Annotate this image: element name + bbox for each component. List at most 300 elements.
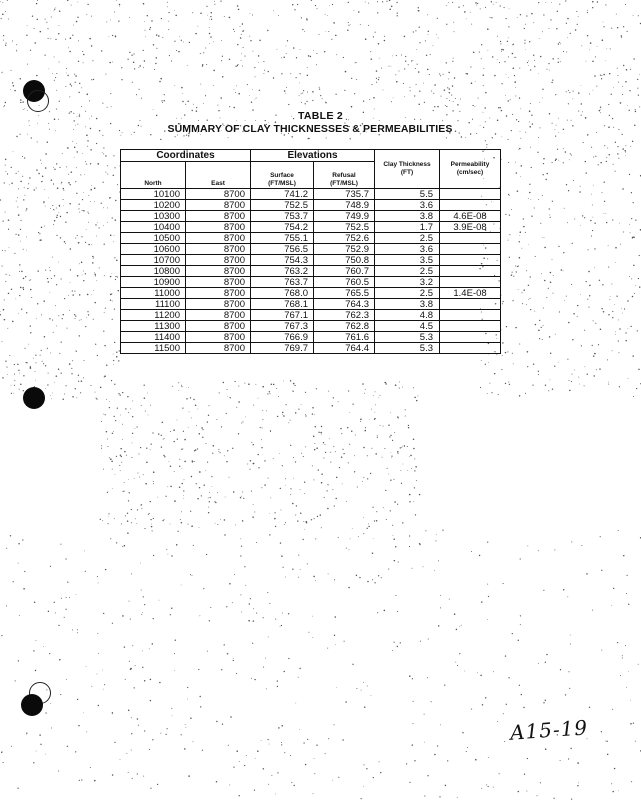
speckle-dot	[622, 657, 623, 658]
speckle-dot	[73, 25, 74, 26]
speckle-dot	[220, 0, 221, 1]
speckle-dot	[75, 75, 77, 77]
speckle-dot	[577, 316, 578, 317]
speckle-dot	[626, 593, 627, 594]
speckle-dot	[134, 478, 135, 479]
speckle-dot	[43, 201, 44, 202]
surface-header	[251, 162, 314, 189]
speckle-dot	[504, 61, 505, 62]
speckle-dot	[140, 447, 141, 448]
speckle-dot	[85, 273, 86, 274]
speckle-dot	[433, 45, 434, 46]
speckle-dot	[629, 174, 630, 175]
speckle-dot	[530, 69, 531, 70]
speckle-dot	[114, 11, 115, 12]
speckle-dot	[424, 714, 425, 715]
speckle-dot	[630, 69, 631, 70]
speckle-dot	[102, 152, 103, 153]
speckle-dot	[198, 669, 199, 670]
speckle-dot	[193, 741, 194, 742]
speckle-dot	[517, 190, 519, 192]
table-title: SUMMARY OF CLAY THICKNESSES & PERMEABILITIES	[167, 123, 453, 135]
speckle-dot	[371, 58, 373, 60]
speckle-dot	[622, 86, 623, 87]
speckle-dot	[112, 433, 113, 434]
speckle-dot	[333, 397, 334, 398]
speckle-dot	[187, 101, 189, 103]
speckle-dot	[541, 273, 542, 274]
speckle-dot	[168, 29, 169, 30]
speckle-dot	[20, 181, 22, 183]
speckle-dot	[236, 673, 237, 674]
speckle-dot	[86, 229, 87, 230]
speckle-dot	[42, 175, 44, 177]
speckle-dot	[609, 154, 610, 155]
speckle-dot	[286, 46, 287, 47]
speckle-dot	[199, 471, 200, 472]
speckle-dot	[637, 79, 638, 80]
speckle-dot	[111, 380, 112, 381]
speckle-dot	[538, 73, 539, 74]
speckle-dot	[144, 528, 145, 529]
speckle-dot	[531, 13, 533, 15]
speckle-dot	[191, 417, 192, 418]
speckle-dot	[103, 225, 104, 226]
speckle-dot	[316, 745, 317, 746]
speckle-dot	[35, 362, 36, 363]
speckle-dot	[325, 102, 326, 103]
speckle-dot	[266, 410, 267, 411]
speckle-dot	[507, 100, 508, 101]
speckle-dot	[109, 62, 111, 64]
speckle-dot	[325, 753, 326, 754]
speckle-dot	[317, 516, 318, 517]
speckle-dot	[258, 398, 259, 399]
speckle-dot	[68, 182, 70, 184]
speckle-dot	[83, 62, 84, 63]
speckle-dot	[93, 290, 94, 291]
speckle-dot	[54, 169, 55, 170]
speckle-dot	[240, 26, 241, 27]
speckle-dot	[631, 192, 632, 193]
speckle-dot	[511, 209, 512, 210]
speckle-dot	[358, 536, 359, 537]
speckle-dot	[40, 239, 41, 240]
speckle-dot	[528, 60, 529, 61]
speckle-dot	[170, 465, 171, 466]
speckle-dot	[110, 300, 111, 301]
speckle-dot	[390, 413, 391, 414]
speckle-dot	[290, 380, 291, 381]
speckle-dot	[592, 230, 593, 231]
speckle-dot	[581, 545, 582, 546]
permeability-cell	[440, 266, 501, 277]
speckle-dot	[285, 485, 286, 486]
speckle-dot	[36, 318, 37, 319]
speckle-dot	[150, 679, 152, 681]
speckle-dot	[316, 447, 318, 449]
speckle-dot	[517, 266, 518, 267]
speckle-dot	[575, 29, 577, 31]
speckle-dot	[263, 768, 264, 769]
speckle-dot	[567, 18, 568, 19]
speckle-dot	[607, 359, 608, 360]
speckle-dot	[543, 702, 544, 703]
speckle-dot	[418, 7, 419, 8]
speckle-dot	[32, 16, 33, 17]
surface-cell: 767.1	[251, 310, 314, 321]
speckle-dot	[365, 2, 366, 3]
speckle-dot	[309, 138, 310, 139]
speckle-dot	[253, 504, 254, 505]
speckle-dot	[16, 201, 17, 202]
speckle-dot	[543, 307, 544, 308]
speckle-dot	[485, 697, 486, 698]
speckle-dot	[243, 498, 244, 499]
speckle-dot	[514, 81, 516, 83]
speckle-dot	[307, 19, 308, 20]
speckle-dot	[570, 643, 571, 644]
speckle-dot	[91, 185, 92, 186]
speckle-dot	[639, 286, 640, 287]
speckle-dot	[190, 397, 191, 398]
speckle-dot	[594, 222, 595, 223]
speckle-dot	[479, 555, 480, 556]
speckle-dot	[563, 162, 564, 163]
speckle-dot	[46, 22, 47, 23]
speckle-dot	[120, 470, 121, 471]
speckle-dot	[624, 150, 625, 151]
surface-cell: 763.2	[251, 266, 314, 277]
clay-thickness-cell: 5.3	[375, 343, 440, 354]
speckle-dot	[307, 75, 308, 76]
speckle-dot	[463, 5, 464, 6]
speckle-dot	[594, 248, 595, 249]
speckle-dot	[434, 570, 435, 571]
speckle-dot	[552, 201, 553, 202]
speckle-dot	[378, 43, 380, 45]
speckle-dot	[524, 28, 525, 29]
speckle-dot	[255, 758, 256, 759]
speckle-dot	[549, 28, 550, 29]
speckle-dot	[151, 443, 152, 444]
speckle-dot	[86, 731, 87, 732]
speckle-dot	[532, 385, 533, 386]
speckle-dot	[479, 52, 480, 53]
speckle-dot	[141, 614, 142, 615]
speckle-dot	[570, 153, 571, 154]
table-row	[121, 310, 501, 321]
speckle-dot	[541, 327, 542, 328]
speckle-dot	[371, 448, 372, 449]
speckle-dot	[576, 11, 577, 12]
speckle-dot	[40, 355, 41, 356]
speckle-dot	[158, 433, 159, 434]
speckle-dot	[372, 507, 373, 508]
speckle-dot	[571, 381, 572, 382]
refusal-cell: 760.5	[314, 277, 375, 288]
speckle-dot	[304, 482, 305, 483]
speckle-dot	[484, 107, 485, 108]
surface-cell: 767.3	[251, 321, 314, 332]
speckle-dot	[467, 73, 469, 75]
speckle-dot	[8, 229, 9, 230]
speckle-dot	[114, 257, 115, 258]
speckle-dot	[10, 89, 11, 90]
speckle-dot	[609, 299, 610, 300]
speckle-dot	[402, 446, 403, 447]
speckle-dot	[112, 488, 113, 489]
table-row	[121, 189, 501, 200]
speckle-dot	[285, 478, 286, 479]
speckle-dot	[2, 2, 3, 3]
speckle-dot	[623, 555, 624, 556]
speckle-dot	[134, 132, 135, 133]
speckle-dot	[485, 364, 486, 365]
speckle-dot	[253, 620, 254, 621]
speckle-dot	[50, 292, 51, 293]
speckle-dot	[2, 377, 3, 378]
speckle-dot	[396, 55, 397, 56]
speckle-dot	[453, 58, 454, 59]
speckle-dot	[377, 435, 378, 436]
speckle-dot	[605, 741, 606, 742]
speckle-dot	[142, 650, 143, 651]
speckle-dot	[538, 371, 539, 372]
speckle-dot	[167, 6, 168, 7]
speckle-dot	[181, 449, 182, 450]
speckle-dot	[144, 60, 145, 61]
speckle-dot	[314, 518, 315, 519]
speckle-dot	[115, 279, 116, 280]
speckle-dot	[168, 554, 169, 555]
speckle-dot	[71, 171, 73, 173]
speckle-dot	[571, 374, 572, 375]
speckle-dot	[342, 449, 343, 450]
speckle-dot	[481, 360, 482, 361]
speckle-dot	[555, 334, 556, 335]
speckle-dot	[370, 51, 371, 52]
speckle-dot	[295, 461, 296, 462]
speckle-dot	[119, 4, 121, 6]
speckle-dot	[286, 87, 287, 88]
speckle-dot	[627, 300, 628, 301]
clay-thickness-cell: 5.3	[375, 332, 440, 343]
speckle-dot	[107, 222, 108, 223]
clay-thickness-cell: 4.5	[375, 321, 440, 332]
speckle-dot	[37, 303, 38, 304]
speckle-dot	[516, 172, 518, 174]
speckle-dot	[248, 620, 250, 622]
speckle-dot	[21, 309, 22, 310]
speckle-dot	[573, 313, 575, 315]
speckle-dot	[625, 340, 627, 342]
speckle-dot	[274, 512, 275, 513]
speckle-dot	[370, 473, 371, 474]
speckle-dot	[59, 353, 60, 354]
speckle-dot	[187, 699, 188, 700]
speckle-dot	[343, 57, 344, 58]
speckle-dot	[623, 26, 624, 27]
speckle-dot	[116, 260, 118, 262]
speckle-dot	[485, 140, 486, 141]
speckle-dot	[622, 188, 623, 189]
speckle-dot	[26, 734, 27, 735]
speckle-dot	[256, 98, 257, 99]
speckle-dot	[238, 386, 239, 387]
speckle-dot	[91, 79, 92, 80]
speckle-dot	[184, 748, 186, 750]
speckle-dot	[306, 522, 308, 524]
speckle-dot	[174, 10, 175, 11]
speckle-dot	[45, 19, 46, 20]
speckle-dot	[251, 442, 252, 443]
speckle-dot	[356, 688, 357, 689]
speckle-dot	[178, 51, 180, 53]
speckle-dot	[181, 386, 182, 387]
speckle-dot	[0, 314, 1, 315]
speckle-dot	[581, 345, 582, 346]
speckle-dot	[97, 222, 98, 223]
speckle-dot	[229, 477, 230, 478]
speckle-dot	[595, 156, 596, 157]
speckle-dot	[209, 620, 210, 621]
speckle-dot	[361, 798, 362, 799]
speckle-dot	[397, 12, 398, 13]
speckle-dot	[37, 0, 38, 1]
speckle-dot	[538, 137, 539, 138]
speckle-dot	[302, 539, 303, 540]
speckle-dot	[505, 18, 506, 19]
speckle-dot	[586, 281, 587, 282]
speckle-dot	[162, 520, 163, 521]
speckle-dot	[183, 498, 184, 499]
speckle-dot	[142, 612, 143, 613]
speckle-dot	[134, 687, 135, 688]
speckle-dot	[566, 296, 567, 297]
speckle-dot	[120, 415, 121, 416]
speckle-dot	[394, 560, 396, 562]
speckle-dot	[87, 211, 88, 212]
speckle-dot	[77, 632, 78, 633]
speckle-dot	[559, 42, 560, 43]
speckle-dot	[545, 385, 546, 386]
speckle-dot	[158, 35, 160, 37]
refusal-header	[314, 162, 375, 189]
speckle-dot	[592, 345, 593, 346]
speckle-dot	[546, 173, 548, 175]
speckle-dot	[452, 61, 453, 62]
speckle-dot	[245, 417, 246, 418]
speckle-dot	[293, 478, 294, 479]
speckle-dot	[531, 216, 532, 217]
speckle-dot	[132, 645, 133, 646]
speckle-dot	[367, 478, 368, 479]
speckle-dot	[298, 555, 299, 556]
speckle-dot	[161, 435, 162, 436]
speckle-dot	[56, 325, 57, 326]
speckle-dot	[265, 658, 266, 659]
speckle-dot	[394, 642, 395, 643]
speckle-dot	[543, 14, 544, 15]
speckle-dot	[170, 486, 172, 488]
speckle-dot	[285, 577, 286, 578]
punch-hole-middle	[23, 387, 45, 409]
clay-thickness-cell: 3.5	[375, 255, 440, 266]
speckle-dot	[26, 35, 27, 36]
speckle-dot	[371, 409, 372, 410]
speckle-dot	[281, 744, 282, 745]
speckle-dot	[147, 393, 148, 394]
speckle-dot	[379, 397, 380, 398]
speckle-dot	[583, 142, 584, 143]
speckle-dot	[129, 52, 130, 53]
speckle-dot	[66, 385, 67, 386]
speckle-dot	[251, 678, 252, 679]
speckle-dot	[252, 51, 253, 52]
speckle-dot	[374, 412, 375, 413]
speckle-dot	[27, 188, 28, 189]
speckle-dot	[589, 285, 591, 287]
speckle-dot	[413, 701, 414, 702]
speckle-dot	[177, 531, 178, 532]
speckle-dot	[426, 55, 427, 56]
speckle-dot	[301, 453, 302, 454]
speckle-dot	[50, 566, 51, 567]
speckle-dot	[530, 147, 531, 148]
speckle-dot	[152, 530, 153, 531]
speckle-dot	[217, 105, 218, 106]
speckle-dot	[132, 416, 133, 417]
speckle-dot	[417, 395, 418, 396]
speckle-dot	[372, 579, 373, 580]
speckle-dot	[74, 146, 76, 148]
speckle-dot	[391, 66, 392, 67]
speckle-dot	[72, 141, 73, 142]
speckle-dot	[171, 555, 172, 556]
speckle-dot	[372, 552, 373, 553]
speckle-dot	[538, 663, 539, 664]
speckle-dot	[632, 141, 633, 142]
speckle-dot	[222, 724, 223, 725]
speckle-dot	[329, 438, 330, 439]
speckle-dot	[593, 61, 594, 62]
speckle-dot	[93, 79, 94, 80]
speckle-dot	[110, 20, 111, 21]
speckle-dot	[18, 188, 19, 189]
speckle-dot	[77, 235, 78, 236]
speckle-dot	[520, 558, 521, 559]
speckle-dot	[55, 77, 56, 78]
speckle-dot	[295, 703, 296, 704]
speckle-dot	[392, 440, 393, 441]
speckle-dot	[182, 101, 183, 102]
speckle-dot	[81, 779, 82, 780]
speckle-dot	[188, 524, 189, 525]
speckle-dot	[195, 405, 197, 407]
speckle-dot	[87, 4, 88, 5]
surface-cell: 754.2	[251, 222, 314, 233]
speckle-dot	[104, 684, 105, 685]
speckle-dot	[454, 77, 456, 79]
speckle-dot	[143, 474, 144, 475]
speckle-dot	[345, 71, 347, 73]
speckle-dot	[240, 555, 241, 556]
speckle-dot	[18, 660, 19, 661]
speckle-dot	[273, 458, 274, 459]
speckle-dot	[229, 59, 230, 60]
speckle-dot	[261, 740, 262, 741]
